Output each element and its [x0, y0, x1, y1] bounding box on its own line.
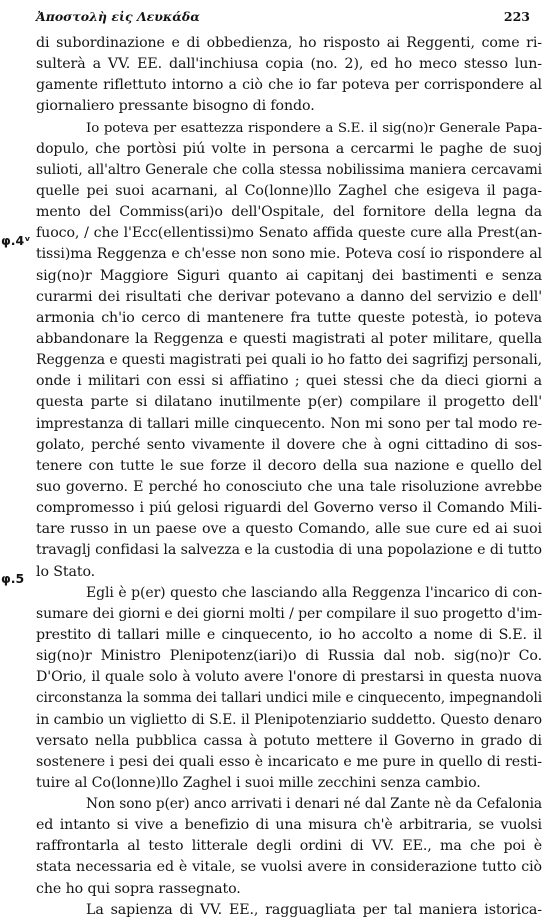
- text-line: imprestanza di tallari mille cinquecento. Non mi sono per tal modo re-: [36, 415, 542, 432]
- text-line: D'Orio, il quale solo à voluto avere l'onore di prestarsi in questa nuova: [36, 669, 542, 686]
- text-line: tissi)ma Reggenza e ch'esse non sono mie. Poteva cosí io rispondere al: [36, 246, 542, 263]
- text-line: dopulo, che portòsi piú volte in persona a cercarmi le paghe de suoj: [36, 140, 542, 157]
- text-line: giornaliero pressante bisogno di fondo.: [36, 98, 315, 115]
- text-line: travaglj confidasi la salvezza e la custodia di una popolazione e di tutto: [36, 542, 542, 559]
- text-line: sig(no)r Ministro Plenipotenz(iari)o di Russia dal nob. sig(no)r Co.: [36, 648, 542, 665]
- margin-folio-note: φ.5: [1, 571, 25, 586]
- text-line: gamente riflettuto intorno a ciò che io far poteva per corrispondere al: [36, 77, 542, 94]
- text-line: Egli è p(er) questo che lasciando alla Reggenza l'incarico di con-: [86, 584, 542, 601]
- running-head: Ἀποστολὴ εἰς Λευκάδα: [36, 9, 200, 24]
- text-line: ed intanto si vive a benefizio di una misura ch'è arbitraria, se vuolsi: [36, 817, 542, 834]
- text-line: suo governo. E perché ho conosciuto che una tale risoluzione avrebbe: [36, 478, 542, 495]
- text-line: raffrontarla al testo litterale degli ordini di VV. EE., ma che poi è: [36, 838, 542, 855]
- text-line: lo Stato.: [36, 563, 96, 580]
- page-header: [36, 9, 530, 27]
- text-line: Reggenza e questi magistrati pei quali io ho fatto dei sagrifizj personali,: [36, 352, 542, 369]
- text-line: prestito di tallari mille e cinquecento, io ho accolto a nome di S.E. il: [36, 626, 542, 643]
- text-line: fuoco, / che l'Ecc(ellentissi)mo Senato affida queste cure alla Prest(an-: [36, 225, 542, 242]
- text-line: di subordinazione e di obbedienza, ho risposto ai Reggenti, come ri-: [36, 35, 542, 51]
- text-line: armonia ch'io cerco di mantenere fra tutte queste potestà, io poteva: [36, 309, 542, 326]
- text-line: sostenere i pesi dei quali esso è incaricato e me pure in quello di resti-: [36, 753, 542, 770]
- text-line: abbandonare la Reggenza e questi magistrati al poter militare, quella: [36, 330, 542, 347]
- text-line: golato, perché sento vivamente il dovere che à ogni cittadino di sos-: [36, 436, 542, 453]
- text-line: quelle pei suoi acarnani, al Co(lonne)llo Zaghel che esigeva il paga-: [36, 182, 542, 199]
- text-line: sulioti, all'altro Generale che colla stessa nobilissima maniera cercavami: [36, 161, 542, 178]
- text-line: tuire al Co(lonne)llo Zaghel i suoi mille zecchini senza cambio.: [36, 774, 481, 791]
- text-line: curarmi dei risultati che derivar potevano a danno del servizio e dell': [36, 288, 542, 305]
- text-line: versato nella pubblica cassa à potuto mettere il Governo in grado di: [36, 732, 542, 749]
- page-number: 223: [503, 9, 530, 24]
- text-line: circonstanza la somma dei tallari undici mile e cinquecento, impegnandoli: [36, 690, 542, 707]
- text-line: stata necessaria ed è vitale, se vuolsi avere in considerazione tutto ciò: [36, 859, 542, 876]
- text-line: sig(no)r Maggiore Siguri quanto ai capitanj dei bastimenti e senza: [36, 267, 542, 284]
- text-line: sulterà a VV. EE. dall'inchiusa copia (no. 2), ed ho meco stesso lun-: [36, 56, 542, 73]
- body-text: [36, 33, 542, 921]
- text-line: sumare dei giorni e dei giorni molti / per compilare il suo progetto d'im-: [36, 605, 542, 622]
- text-line: tenere con tutte le sue forze il decoro della sua nazione e quello del: [36, 457, 542, 474]
- text-line: tare russo in un paese ove a questo Comando, alle sue cure ed ai suoi: [36, 521, 542, 538]
- text-line: compromesso i piú gelosi riguardi del Governo verso il Comando Mili-: [36, 500, 542, 517]
- text-line: questa parte si dilatano inutilmente p(er) compilare il progetto dell': [36, 394, 542, 411]
- text-line: mento del Commiss(ari)o dell'Ospitale, del fornitore della legna da: [36, 204, 542, 221]
- text-line: Non sono p(er) anco arrivati i denari né dal Zante nè da Cefalonia: [86, 796, 543, 813]
- text-line: onde i militari con essi si affiatino ; quei stessi che da dieci giorni a: [36, 373, 542, 390]
- text-line: Io poteva per esattezza rispondere a S.E. il sig(no)r Generale Papa-: [86, 120, 542, 136]
- margin-folio-note: φ.4ᵛ: [1, 233, 31, 248]
- text-line: che ho qui sopra rassegnato.: [36, 880, 241, 897]
- text-line: in cambio un viglietto di S.E. il Plenipotenziario suddetto. Questo denaro: [36, 711, 542, 728]
- text-line: La sapienza di VV. EE., ragguagliata per tal maniera istorica-: [86, 901, 542, 918]
